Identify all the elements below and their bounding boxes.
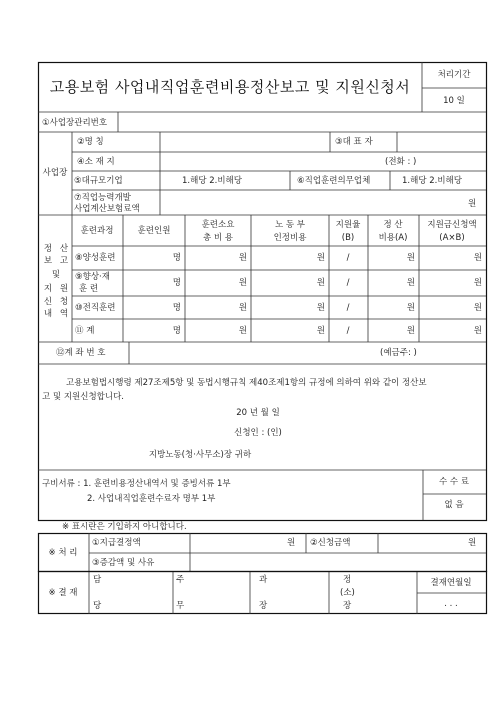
row-label: ⑪ 계 [75, 326, 95, 336]
row-trainees: 명 [172, 303, 181, 313]
large-company-options: 1.해당 2.비해당 [182, 176, 242, 186]
approval-label: ※ 결 재 [48, 588, 78, 598]
row-trainees: 명 [172, 253, 181, 263]
row-trainees: 명 [172, 326, 181, 336]
address-label: ④소 재 지 [77, 157, 115, 167]
approval-bottom-1: 당 [93, 601, 102, 611]
row-rate: / [346, 253, 350, 263]
header-rate-1: 지원율 [335, 220, 361, 230]
large-company-label: ⑤대규모기업 [74, 176, 123, 186]
row-approved: 원 [316, 278, 325, 288]
obligated-label: ⑥직업훈련의무업체 [297, 176, 371, 186]
row-settle: 원 [406, 278, 415, 288]
account-label-2: 사업계산보험료액 [74, 204, 140, 214]
date-line: 20 년 월 일 [236, 408, 280, 418]
header-apply-2: (A×B) [439, 233, 465, 243]
header-settle-2: 비용(A) [378, 233, 408, 243]
header-cost-1: 훈련소요 [201, 220, 235, 230]
header-rate-2: (B) [341, 233, 355, 243]
approval-bottom-4: 장 [343, 601, 352, 611]
row-rate: / [346, 278, 350, 288]
row-settle: 원 [406, 326, 415, 336]
approval-mid-4: (소) [340, 588, 355, 598]
report-side-char: 원 [59, 284, 69, 294]
row-rate: / [346, 326, 350, 336]
requested-label: ②신청금액 [310, 538, 351, 548]
recipient-line: 지방노동(청·사무소)장 귀하 [148, 450, 252, 460]
workplace-label: 사업장 [42, 168, 68, 178]
statement-line-1: 고용보험법시행령 제27조제5항 및 동법시행규칙 제40조제1항의 규정에 의하여 위와 같이 정산보 [66, 378, 427, 388]
phone-label: (전화 : ) [385, 157, 417, 167]
header-course: 훈련과정 [80, 226, 114, 236]
paid-label: ①지급결정액 [92, 538, 141, 548]
report-side-char: 고 [59, 256, 69, 266]
approval-top-1: 담 [93, 575, 102, 585]
row-approved: 원 [316, 303, 325, 313]
statement-line-2: 고 및 지원신청합니다. [42, 392, 125, 402]
bank-label: ⑫계 좌 번 호 [56, 348, 106, 358]
obligated-options: 1.해당 2.비해당 [402, 176, 462, 186]
approval-bottom-3: 장 [259, 601, 268, 611]
row-trainees: 명 [172, 278, 181, 288]
row-cost: 원 [238, 253, 247, 263]
header-approved-1: 노 동 부 [274, 220, 306, 230]
row-apply: 원 [473, 253, 482, 263]
approval-top-3: 과 [259, 575, 268, 585]
attachment-2: 2. 사업내직업훈련수료자 명부 1부 [87, 494, 216, 504]
account-label-1: ⑦직업능력개발 [74, 193, 131, 203]
row-cost: 원 [238, 278, 247, 288]
row-label-2: 훈 련 [79, 284, 99, 294]
report-side-char: 보 [43, 256, 53, 266]
mgmt-no-label: ①사업장관리번호 [42, 118, 108, 128]
approval-bottom-2: 무 [176, 601, 185, 611]
row-apply: 원 [473, 326, 482, 336]
approval-date-value: . . . [444, 599, 458, 609]
row-settle: 원 [406, 253, 415, 263]
report-side-char: 내 [43, 309, 53, 319]
row-cost: 원 [238, 303, 247, 313]
row-apply: 원 [473, 303, 482, 313]
row-apply: 원 [473, 278, 482, 288]
fee-value: 없 음 [444, 500, 464, 510]
approval-top-4: 정 [343, 575, 352, 585]
bank-holder: (예금주: ) [380, 348, 417, 358]
row-approved: 원 [316, 253, 325, 263]
paid-unit: 원 [287, 538, 296, 548]
processing-period-value: 10 일 [443, 96, 465, 106]
row-label: ⑩전직훈련 [75, 303, 116, 313]
approval-top-2: 주 [176, 575, 185, 585]
header-settle-1: 정 산 [383, 220, 403, 230]
row-label: ⑧양성훈련 [75, 253, 116, 263]
report-side-char: 청 [59, 297, 69, 307]
header-trainees: 훈련인원 [137, 226, 171, 236]
report-side-char: 산 [59, 244, 69, 254]
rep-label: ③대 표 자 [335, 137, 373, 147]
reason-label: ③증감액 및 사유 [92, 558, 155, 568]
form-title: 고용보험 사업내직업훈련비용정산보고 및 지원신청서 [49, 78, 411, 96]
name-label: ②명 칭 [77, 137, 104, 147]
report-side-char: 정 [43, 244, 53, 254]
header-apply-1: 지원금신청액 [427, 220, 477, 230]
row-approved: 원 [316, 326, 325, 336]
account-unit: 원 [468, 199, 477, 209]
fee-label: 수 수 료 [438, 477, 470, 487]
report-side-char: 신 [43, 297, 53, 307]
processing-period-label: 처리기간 [437, 70, 471, 80]
row-label: ⑨향상·재 [75, 272, 110, 282]
requested-unit: 원 [468, 538, 477, 548]
processing-label: ※ 처 리 [48, 548, 78, 558]
report-side-char: 지 [43, 284, 53, 294]
header-cost-2: 총 비 용 [202, 233, 234, 243]
row-cost: 원 [238, 326, 247, 336]
row-rate: / [346, 303, 350, 313]
applicant-line: 신청인 : (인) [234, 428, 282, 438]
report-side-char: 역 [59, 309, 69, 319]
approval-date-label: 결재연월일 [430, 578, 472, 588]
attachment-1: 구비서류 : 1. 훈련비용정산내역서 및 증빙서류 1부 [42, 479, 231, 489]
report-side-char: 및 [51, 270, 61, 280]
header-approved-2: 인정비용 [273, 233, 307, 243]
row-settle: 원 [406, 303, 415, 313]
note-text: ※ 표시란은 기입하지 아니합니다. [62, 522, 187, 532]
